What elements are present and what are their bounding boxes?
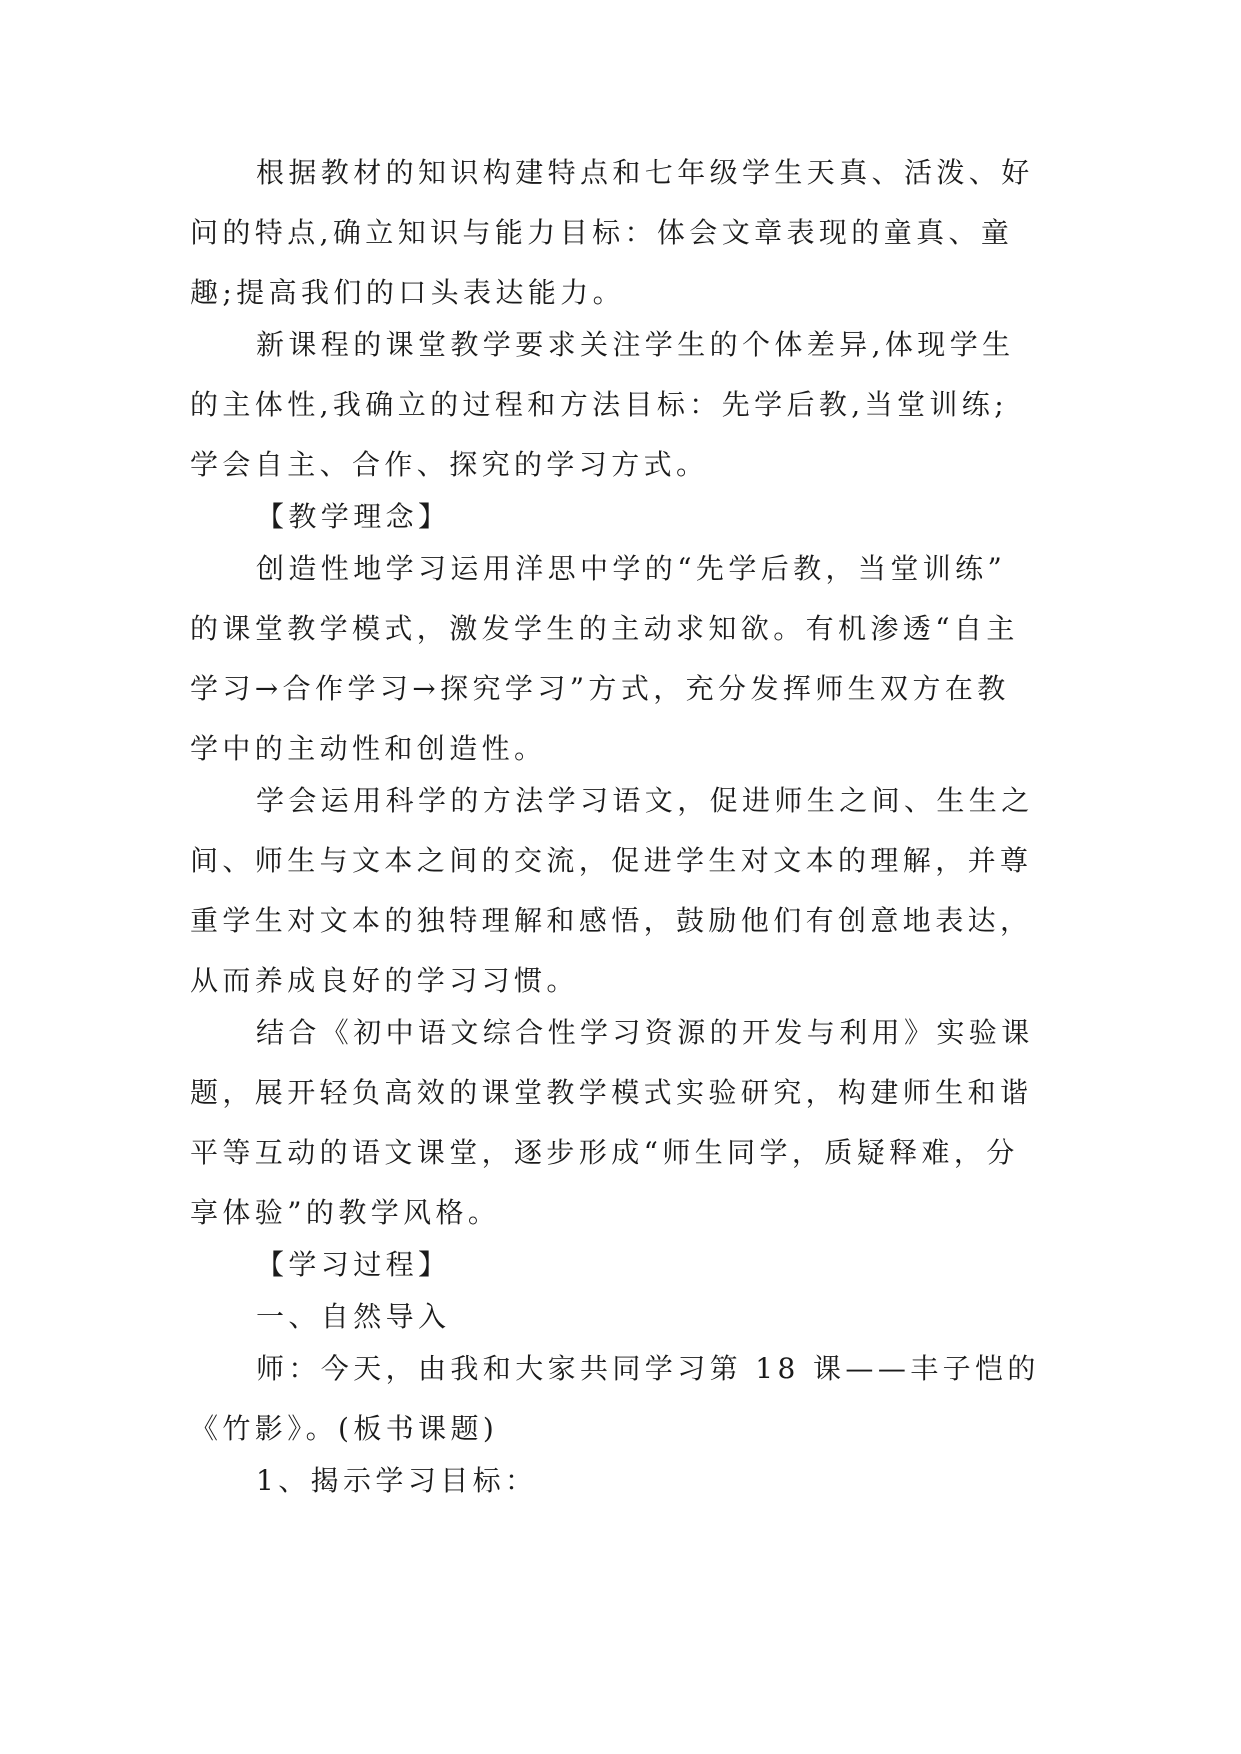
paragraph-line: 的主体性,我确立的过程和方法目标：先学后教,当堂训练;	[190, 388, 1009, 421]
paragraph-line: 间、师生与文本之间的交流，促进学生对文本的理解，并尊	[190, 844, 1033, 877]
paragraph-line: 平等互动的语文课堂，逐步形成“师生同学，质疑释难，分	[190, 1136, 1019, 1169]
section-heading: 【教学理念】	[256, 500, 451, 533]
paragraph-line: 根据教材的知识构建特点和七年级学生天真、活泼、好	[256, 156, 1034, 189]
paragraph-line: 从而养成良好的学习习惯。	[190, 964, 579, 997]
subsection-heading: 一、自然导入	[256, 1300, 451, 1333]
paragraph-line: 学习→合作学习→探究学习”方式，充分发挥师生双方在教	[190, 672, 1010, 705]
list-item: 1、揭示学习目标：	[256, 1464, 538, 1497]
paragraph-line: 《竹影》。(板书课题)	[190, 1412, 499, 1445]
paragraph-line: 问的特点,确立知识与能力目标：体会文章表现的童真、童	[190, 216, 1014, 249]
paragraph-line: 学会自主、合作、探究的学习方式。	[190, 448, 709, 481]
paragraph-line: 学中的主动性和创造性。	[190, 732, 547, 765]
paragraph-line: 新课程的课堂教学要求关注学生的个体差异,体现学生	[256, 328, 1015, 361]
section-heading: 【学习过程】	[256, 1248, 451, 1281]
paragraph-line: 的课堂教学模式，激发学生的主动求知欲。有机渗透“自主	[190, 612, 1019, 645]
paragraph-line: 重学生对文本的独特理解和感悟，鼓励他们有创意地表达，	[190, 904, 1033, 937]
paragraph-line: 学会运用科学的方法学习语文，促进师生之间、生生之	[256, 784, 1034, 817]
paragraph-line: 结合《初中语文综合性学习资源的开发与利用》实验课	[256, 1016, 1034, 1049]
document-body	[190, 158, 1050, 1526]
paragraph-line: 趣;提高我们的口头表达能力。	[190, 276, 626, 309]
paragraph-line: 享体验”的教学风格。	[190, 1196, 501, 1229]
paragraph-line: 题，展开轻负高效的课堂教学模式实验研究，构建师生和谐	[190, 1076, 1033, 1109]
paragraph-line: 创造性地学习运用洋思中学的“先学后教，当堂训练”	[256, 552, 1007, 585]
paragraph-line: 师：今天，由我和大家共同学习第 18 课——丰子恺的	[256, 1352, 1040, 1385]
